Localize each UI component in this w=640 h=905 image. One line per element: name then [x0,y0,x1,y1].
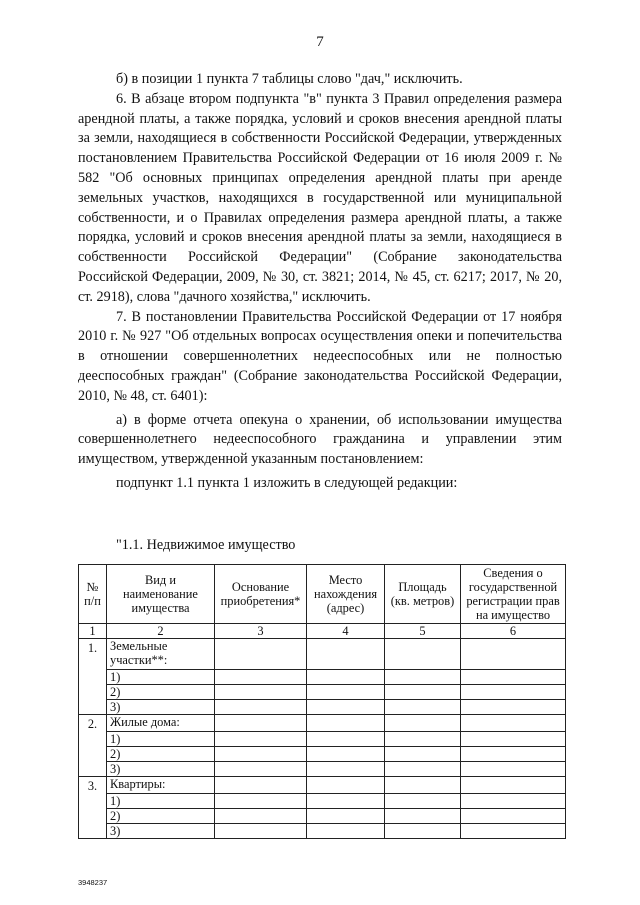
category-label: Земельные участки**: [107,639,215,670]
item-label: 2) [107,747,215,762]
table-header-row [79,565,566,624]
column-number-row [79,624,566,639]
item-label: 1) [107,794,215,809]
paragraph-6b: б) в позиции 1 пункта 7 таблицы слово "дач," исключить. [116,71,463,87]
paragraph-subitem: подпункт 1.1 пункта 1 изложить в следующей редакции: [116,474,458,491]
table-row [79,685,566,700]
column-number: 4 [307,624,385,639]
item-label: 3) [107,700,215,715]
page-number: 7 [316,34,324,50]
item-label: 3) [107,762,215,777]
group-number: 3. [79,777,107,839]
paragraph-item-6: 6. В абзаце втором подпункта "в" пункта 3 Правил определения размера арендной платы, а также порядка, условий и сроков внесения арендной платы за земли, находящиеся в собственности Российской Федерации, утвержденных постановлением Правительства Российской Федерации от 16 июля 2009 г. № 582 "Об основных принципах определения арендной платы при аренде земельных участков, находящихся в государственной или муниципальной собственности, и о Правилах определения размера арендной платы, а также порядка, условий и сроков внесения арендной платы за земли, находящиеся в собственности Российской Федерации" (Собрание законодательства Российской Федерации, 2009, № 30, ст. 3821; 2014, № 45, ст. 6217; 2017, № 20, ст. 2918), слова "дачного хозяйства," исключить. [78,90,562,305]
group-number: 1. [79,639,107,715]
table-row [79,824,566,839]
category-label: Квартиры: [107,777,215,794]
column-number: 1 [79,624,107,639]
table-row [79,794,566,809]
header-num: № п/п [79,565,107,624]
column-number: 5 [385,624,461,639]
item-label: 2) [107,809,215,824]
paragraph-7a: а) в форме отчета опекуна о хранении, об использовании имущества совершеннолетнего недееспособного гражданина и управлении этим имуществом, утвержденной указанным постановлением: [78,411,562,468]
table-row [79,670,566,685]
column-number: 2 [107,624,215,639]
table-row [79,747,566,762]
table-row [79,732,566,747]
item-label: 2) [107,685,215,700]
header-registration: Сведения о государственной регистрации прав на имущество [461,565,566,624]
header-basis: Основание приобретения* [215,565,307,624]
table-caption: "1.1. Недвижимое имущество [116,537,296,553]
header-type: Вид и наименование имущества [107,565,215,624]
column-number: 3 [215,624,307,639]
table-row [79,639,566,670]
table-row [79,715,566,732]
paragraph-item-7: 7. В постановлении Правительства Российской Федерации от 17 ноября 2010 г. № 927 "Об отдельных вопросах осуществления опеки и попечительства в отношении совершеннолетних недееспособных или не полностью дееспособных граждан" (Собрание законодательства Российской Федерации, 2010, № 48, ст. 6401): [78,308,562,404]
item-label: 1) [107,732,215,747]
column-number: 6 [461,624,566,639]
header-location: Место нахождения (адрес) [307,565,385,624]
table-row [79,809,566,824]
property-table [78,564,566,839]
header-area: Площадь (кв. метров) [385,565,461,624]
table-row [79,762,566,777]
group-number: 2. [79,715,107,777]
document-body [78,70,562,494]
item-label: 1) [107,670,215,685]
table-row [79,700,566,715]
item-label: 3) [107,824,215,839]
document-code: 3948237 [78,878,108,887]
table-row [79,777,566,794]
category-label: Жилые дома: [107,715,215,732]
